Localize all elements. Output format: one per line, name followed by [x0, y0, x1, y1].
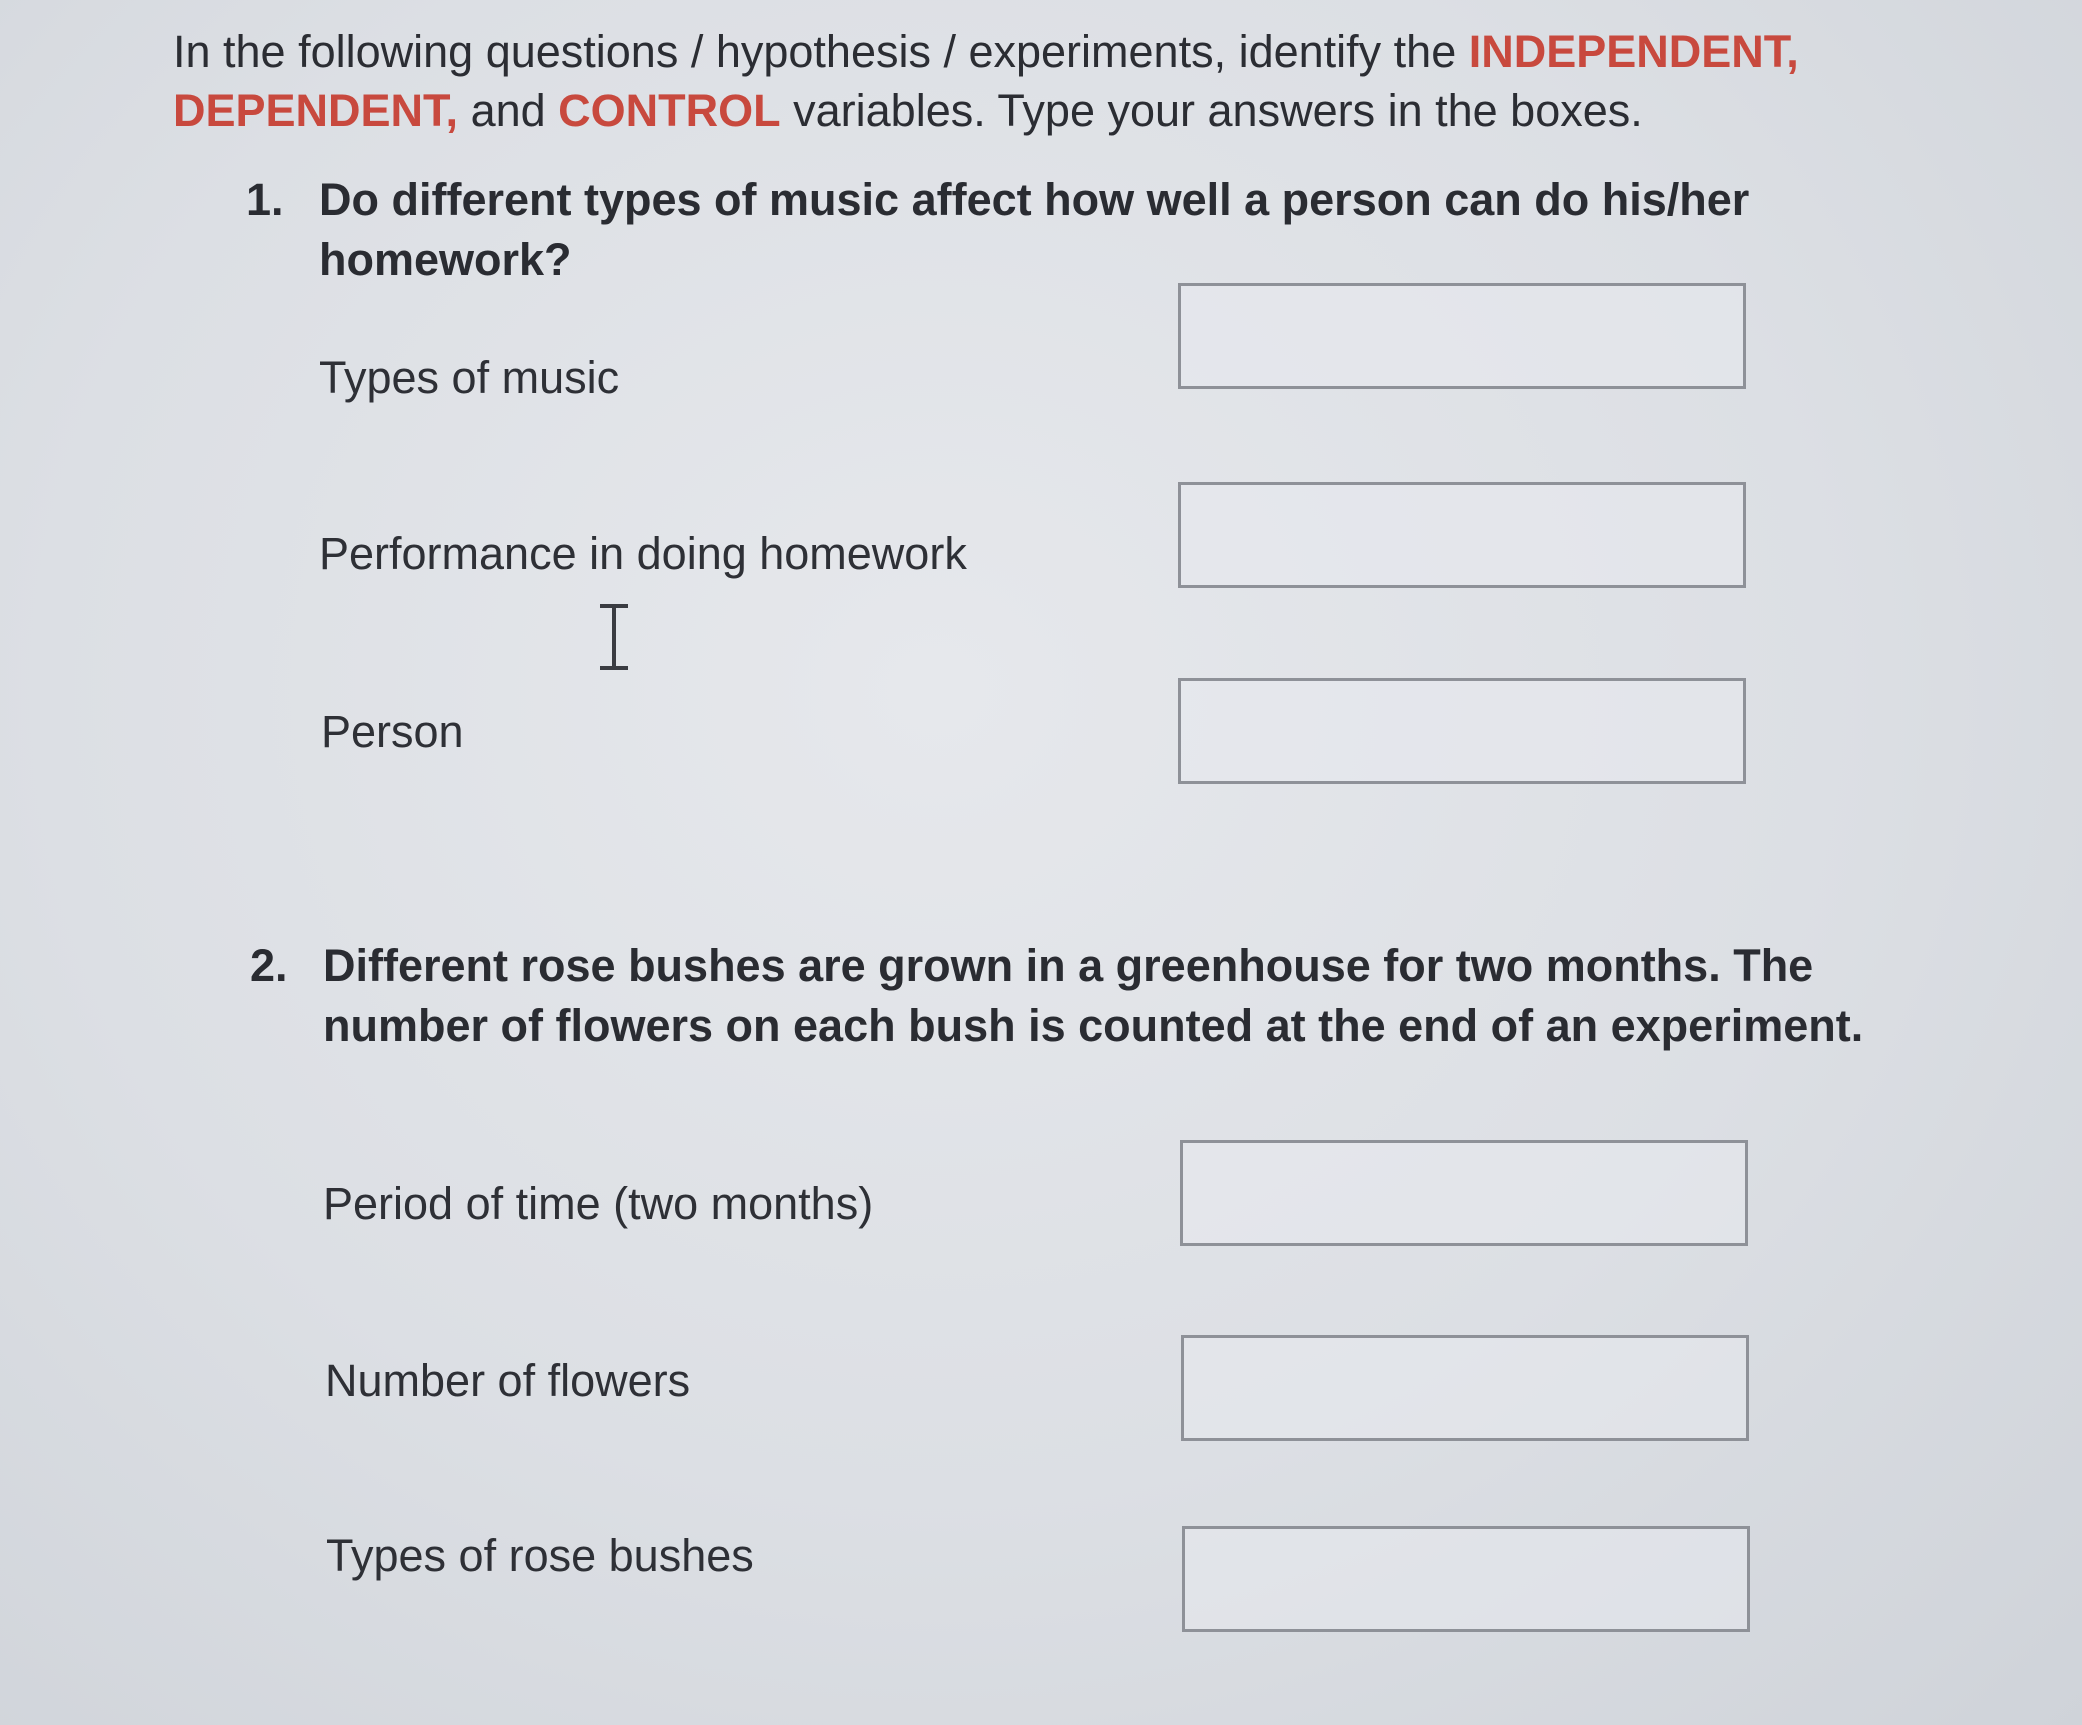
question-1-item-2-label: Performance in doing homework — [319, 528, 967, 579]
question-1-number: 1. — [246, 174, 284, 225]
question-1 — [246, 170, 1886, 290]
question-2 — [250, 936, 1970, 1056]
instructions-text-2: and — [458, 85, 559, 136]
question-1-answer-2-input[interactable] — [1178, 482, 1746, 588]
question-2-item-3-label: Types of rose bushes — [326, 1530, 754, 1581]
independent-keyword: INDEPENDENT, — [1468, 26, 1799, 77]
question-1-item-1-label: Types of music — [319, 352, 620, 403]
instructions — [173, 22, 2033, 140]
question-1-item-3-label: Person — [321, 706, 464, 757]
question-1-answer-1-input[interactable] — [1178, 283, 1746, 389]
question-2-number: 2. — [250, 940, 288, 991]
dependent-keyword: DEPENDENT, — [173, 85, 459, 136]
question-2-item-1-label: Period of time (two months) — [323, 1178, 874, 1229]
text-cursor-icon — [594, 603, 634, 671]
control-keyword: CONTROL — [558, 85, 781, 136]
question-2-item-2-label: Number of flowers — [325, 1355, 691, 1406]
question-2-answer-3-input[interactable] — [1182, 1526, 1750, 1632]
instructions-text-1: In the following questions / hypothesis / experiments, identify the — [173, 26, 1469, 77]
question-1-answer-3-input[interactable] — [1178, 678, 1746, 784]
instructions-text-3: variables. Type your answers in the boxes. — [780, 85, 1643, 136]
question-2-text: Different rose bushes are grown in a greenhouse for two months. The number of flowers on each bush is counted at the end of an experiment. — [323, 940, 1864, 1051]
question-1-text: Do different types of music affect how well a person can do his/her homework? — [319, 174, 1750, 285]
question-2-answer-2-input[interactable] — [1181, 1335, 1749, 1441]
question-2-answer-1-input[interactable] — [1180, 1140, 1748, 1246]
